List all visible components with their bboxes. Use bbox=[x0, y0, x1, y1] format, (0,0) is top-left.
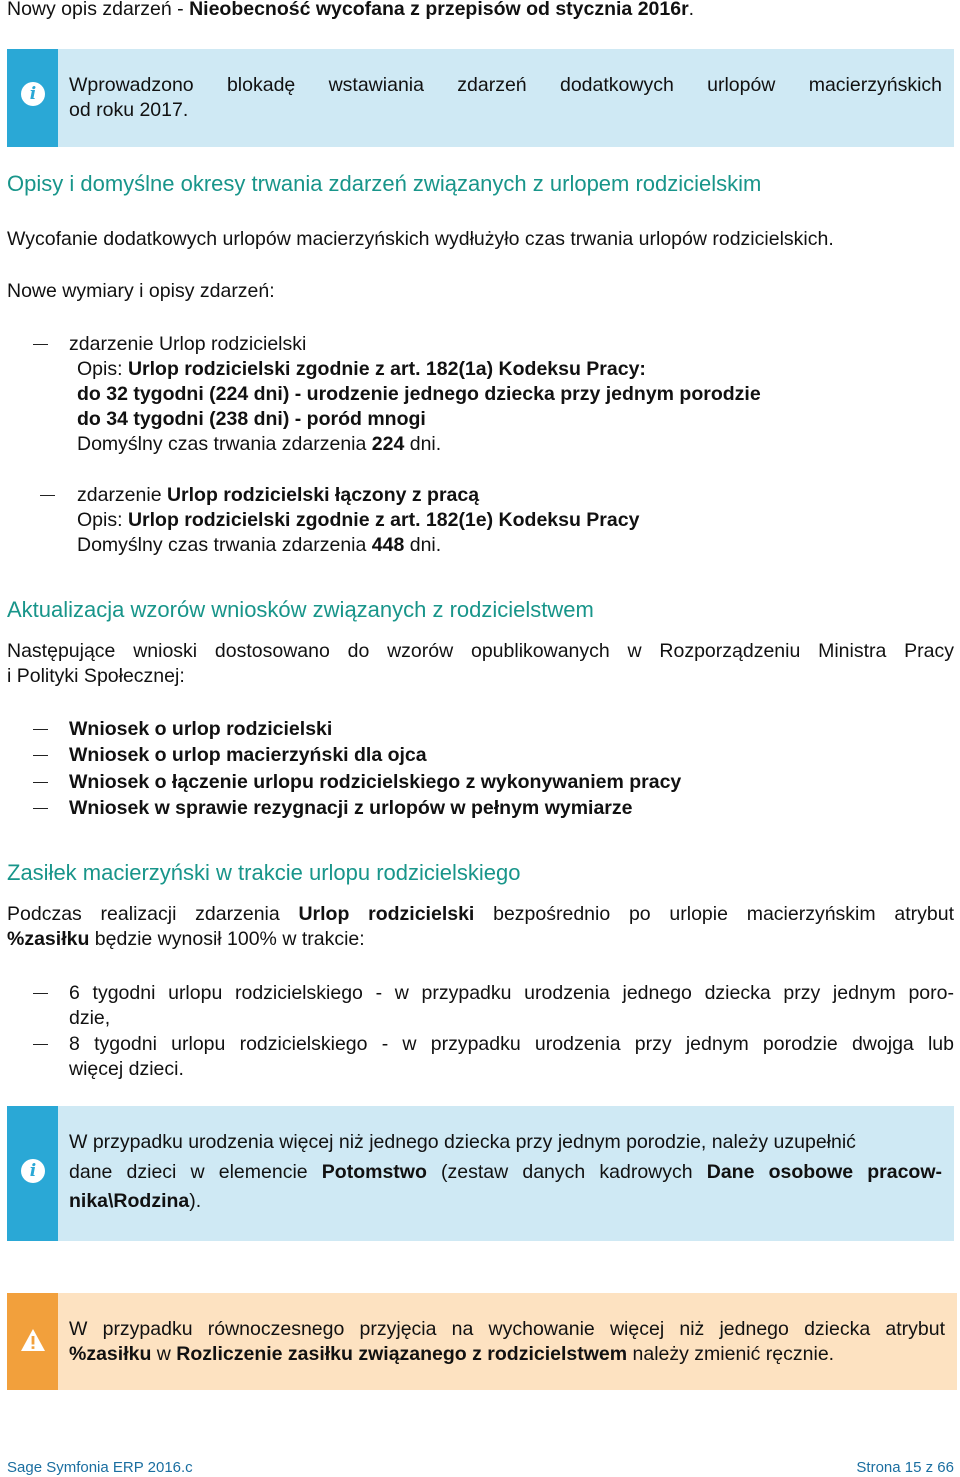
info-2-text-d: Dane osobowe pracow- bbox=[706, 1161, 942, 1183]
section-heading-allowance: Zasiłek macierzyński w trakcie urlopu rodzicielskiego bbox=[7, 860, 521, 885]
warning-text-b: w bbox=[151, 1343, 177, 1365]
allowance-text-a: Podczas realizacji zdarzenia bbox=[7, 903, 299, 925]
top-note bbox=[7, 0, 957, 22]
event-1-duration-value: 224 bbox=[371, 433, 405, 455]
info-2-text-b: Potomstwo bbox=[321, 1161, 427, 1183]
section-heading-descriptions: Opisy i domyślne okresy trwania zdarzeń związanych z urlopem rodzicielskim bbox=[7, 171, 762, 196]
event-1-line-3 bbox=[77, 382, 761, 407]
allowance-item-2-line-2: więcej dzieci. bbox=[69, 1058, 184, 1080]
section-heading-forms: Aktualizacja wzorów wniosków związanych z rodzicielstwem bbox=[7, 597, 594, 622]
event-2-desc-bold: Urlop rodzicielski zgodnie z art. 182(1e) Kodeksu Pracy bbox=[127, 509, 640, 531]
list-dash bbox=[33, 993, 48, 994]
info-box-2-line-1: W przypadku urodzenia więcej niż jednego dziecka przy jednym porodzie, należy uzupełnić bbox=[69, 1131, 856, 1153]
warning-text-a: %zasiłku bbox=[69, 1343, 152, 1365]
info-strip bbox=[7, 1106, 58, 1241]
paragraph-forms-line-1: Następujące wnioski dostosowano do wzorów opublikowanych w Rozporządzeniu Ministra Pracy bbox=[7, 640, 954, 662]
list-item bbox=[69, 796, 633, 821]
event-1-duration-suffix: dni. bbox=[404, 433, 442, 455]
event-2-title-prefix: zdarzenie bbox=[77, 484, 167, 506]
event-1-desc-label: Opis: bbox=[77, 358, 128, 380]
list-dash bbox=[40, 495, 55, 496]
list-dash bbox=[33, 808, 48, 809]
info-box-2-line-3 bbox=[69, 1189, 942, 1214]
list-dash bbox=[33, 782, 48, 783]
event-1-description bbox=[77, 357, 646, 382]
warning-line-1: W przypadku równoczesnego przyjęcia na wychowanie więcej niż jednego dziecka atrybut bbox=[69, 1318, 945, 1340]
info-box-blockade bbox=[7, 49, 954, 147]
paragraph-allowance-line-1 bbox=[7, 902, 954, 927]
event-1-duration bbox=[77, 432, 441, 457]
allowance-text-b: Urlop rodzicielski bbox=[298, 903, 475, 925]
top-note-prefix: Nowy opis zdarzeń - bbox=[7, 0, 190, 20]
event-2-duration-suffix: dni. bbox=[404, 534, 442, 556]
list-item bbox=[69, 770, 681, 795]
info-strip bbox=[7, 49, 58, 147]
list-item bbox=[69, 717, 332, 742]
form-item-2: Wniosek o urlop macierzyński dla ojca bbox=[69, 744, 427, 766]
allowance-item-1-line-2: dzie, bbox=[69, 1007, 111, 1029]
warning-box bbox=[7, 1293, 957, 1390]
warning-icon bbox=[20, 1328, 46, 1352]
paragraph-new-dimensions: Nowe wymiary i opisy zdarzeń: bbox=[7, 280, 275, 302]
list-dash bbox=[33, 1044, 48, 1045]
warning-line-2 bbox=[69, 1342, 945, 1367]
event-2-duration-label: Domyślny czas trwania zdarzenia bbox=[77, 534, 372, 556]
footer-page-number: Strona 15 z 66 bbox=[856, 1459, 954, 1476]
event-2-desc-label: Opis: bbox=[77, 509, 128, 531]
event-1-desc-bold: Urlop rodzicielski zgodnie z art. 182(1a) Kodeksu Pracy: bbox=[127, 358, 646, 380]
warning-text-d: należy zmienić ręcznie. bbox=[627, 1343, 835, 1365]
list-item bbox=[69, 743, 427, 768]
form-item-1: Wniosek o urlop rodzicielski bbox=[69, 718, 333, 740]
paragraph-allowance-line-2 bbox=[7, 927, 954, 952]
info-box-children bbox=[7, 1106, 954, 1241]
form-item-3: Wniosek o łączenie urlopu rodzicielskiego z wykonywaniem pracy bbox=[69, 771, 682, 793]
list-dash bbox=[33, 729, 48, 730]
list-dash bbox=[33, 755, 48, 756]
list-dash bbox=[33, 344, 48, 345]
info-2-text-a: dane dzieci w elemencie bbox=[69, 1161, 322, 1183]
event-2-duration-value: 448 bbox=[371, 534, 405, 556]
footer-product: Sage Symfonia ERP 2016.c bbox=[7, 1459, 193, 1476]
event-1-line-4-text: do 34 tygodni (238 dni) - poród mnogi bbox=[77, 408, 426, 430]
event-1-line-4 bbox=[77, 407, 426, 432]
paragraph-withdrawal: Wycofanie dodatkowych urlopów macierzyńskich wydłużyło czas trwania urlopów rodzicielskich. bbox=[7, 228, 834, 250]
event-2-title-bold: Urlop rodzicielski łączony z pracą bbox=[166, 484, 480, 506]
event-1-duration-label: Domyślny czas trwania zdarzenia bbox=[77, 433, 372, 455]
info-box-line-1: Wprowadzono blokadę wstawiania zdarzeń dodatkowych urlopów macierzyńskich bbox=[69, 74, 942, 96]
event-2-duration bbox=[77, 533, 441, 558]
info-box-line-2: od roku 2017. bbox=[69, 99, 189, 121]
info-box-2-line-2 bbox=[69, 1160, 942, 1185]
allowance-item-2-line-1: 8 tygodni urlopu rodzicielskiego - w przypadku urodzenia przy jednym porodzie dwojga lub bbox=[69, 1033, 954, 1055]
top-note-suffix: . bbox=[688, 0, 695, 20]
info-2-text-f: ). bbox=[189, 1190, 202, 1212]
paragraph-forms-line-2: i Polityki Społecznej: bbox=[7, 665, 185, 687]
warning-text-c: Rozliczenie zasiłku związanego z rodzicielstwem bbox=[176, 1343, 628, 1365]
allowance-text-d: %zasiłku bbox=[7, 928, 90, 950]
form-item-4: Wniosek w sprawie rezygnacji z urlopów w pełnym wymiarze bbox=[69, 797, 633, 819]
info-icon: i bbox=[21, 82, 45, 106]
event-2-title bbox=[77, 483, 479, 508]
event-1-line-3-text: do 32 tygodni (224 dni) - urodzenie jednego dziecka przy jednym porodzie bbox=[77, 383, 761, 405]
top-note-bold: Nieobecność wycofana z przepisów od stycznia 2016r bbox=[189, 0, 689, 20]
allowance-item-1-line-1: 6 tygodni urlopu rodzicielskiego - w przypadku urodzenia jednego dziecka przy jednym poro- bbox=[69, 982, 954, 1004]
event-1-title: zdarzenie Urlop rodzicielski bbox=[69, 333, 307, 355]
event-2-description bbox=[77, 508, 639, 533]
info-2-text-e: nika\Rodzina bbox=[69, 1190, 190, 1212]
info-icon: i bbox=[21, 1159, 45, 1183]
warning-strip bbox=[7, 1293, 58, 1390]
allowance-text-c: bezpośrednio po urlopie macierzyńskim atrybut bbox=[474, 903, 954, 925]
info-2-text-c: (zestaw danych kadrowych bbox=[426, 1161, 707, 1183]
allowance-text-e: będzie wynosił 100% w trakcie: bbox=[89, 928, 365, 950]
